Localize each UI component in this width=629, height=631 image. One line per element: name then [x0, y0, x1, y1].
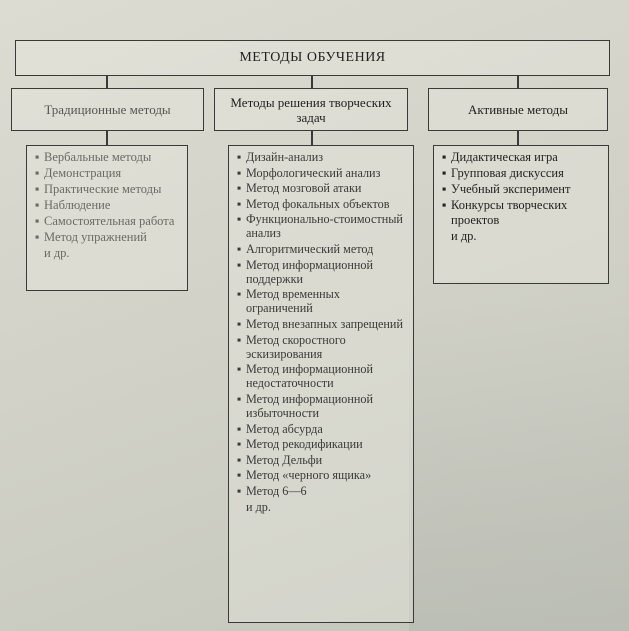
category-active-label: Активные методы: [467, 102, 568, 117]
list-item-text: Метод упражнений: [44, 230, 147, 244]
list-item-text: Алгоритмический метод: [246, 242, 374, 257]
bullet-icon: ▪: [237, 165, 242, 180]
list-item-text: Демонстрация: [44, 166, 122, 180]
diagram-title: [15, 40, 610, 76]
list-item: [237, 437, 407, 451]
list-active-more: и др.: [451, 228, 477, 243]
list-item: [237, 197, 407, 211]
category-creative-label: Методы решения творческих задач: [230, 94, 392, 125]
list-item: [237, 468, 407, 482]
list-item: [442, 198, 602, 227]
list-item: [442, 166, 602, 181]
page-shadow: [409, 300, 629, 631]
list-item-text: Групповая дискуссия: [451, 166, 564, 180]
bullet-icon: ▪: [237, 242, 242, 257]
category-active: [428, 88, 608, 131]
bullet-icon: ▪: [35, 230, 40, 244]
list-item: [35, 182, 181, 197]
bullet-icon: ▪: [442, 166, 447, 180]
list-active-items: [442, 150, 602, 227]
list-creative: [228, 145, 414, 623]
list-item-text: Вербальные методы: [44, 150, 152, 164]
list-item-text: Метод информационной поддержки: [246, 257, 374, 286]
bullet-icon: ▪: [35, 214, 40, 228]
list-item-text: Метод мозговой атаки: [246, 181, 362, 196]
list-item-text: Метод рекодификации: [246, 437, 363, 452]
list-item: [237, 258, 407, 286]
bullet-icon: ▪: [237, 392, 242, 406]
list-item-text: Дизайн-анализ: [246, 150, 324, 164]
list-item: [237, 166, 407, 180]
diagram-title-text: МЕТОДЫ ОБУЧЕНИЯ: [239, 50, 386, 65]
list-item: [35, 230, 181, 245]
list-item: [442, 150, 602, 165]
list-item: [237, 212, 407, 240]
bullet-icon: ▪: [442, 182, 447, 196]
list-item: [237, 333, 407, 361]
bullet-icon: ▪: [237, 287, 242, 302]
list-item-text: Конкурсы творческих проектов: [451, 198, 568, 227]
list-item: [35, 214, 181, 229]
connector-left: [106, 131, 108, 145]
list-item-text: Практические методы: [44, 182, 162, 196]
bullet-icon: ▪: [237, 362, 242, 377]
category-creative: [214, 88, 408, 131]
list-item-text: Морфологический анализ: [246, 165, 381, 180]
list-active: [433, 145, 609, 284]
connector-middle: [311, 131, 313, 145]
list-item: [237, 242, 407, 256]
list-item-text: Функционально-стоимостный анализ: [246, 212, 403, 241]
list-item-text: Дидактическая игра: [451, 150, 558, 164]
list-item-text: Метод информационной избыточности: [246, 392, 374, 421]
connector-right: [517, 131, 519, 145]
list-item: [35, 198, 181, 213]
list-item-text: Метод 6—6: [246, 484, 307, 499]
bullet-icon: ▪: [237, 196, 242, 211]
list-item: [237, 317, 407, 331]
bullet-icon: ▪: [237, 421, 242, 436]
bullet-icon: ▪: [237, 257, 242, 272]
list-item: [237, 422, 407, 436]
connector-title-middle: [311, 76, 313, 88]
list-item-text: Метод абсурда: [246, 421, 323, 436]
bullet-icon: ▪: [237, 484, 242, 499]
bullet-icon: ▪: [237, 150, 242, 164]
list-creative-more: и др.: [246, 499, 271, 514]
list-traditional: [26, 145, 188, 291]
list-traditional-more: и др.: [44, 246, 70, 260]
list-item: [442, 182, 602, 197]
bullet-icon: ▪: [442, 150, 447, 164]
list-item: [237, 150, 407, 164]
list-item-text: Метод информационной недостаточности: [246, 362, 374, 391]
list-item: [35, 150, 181, 165]
bullet-icon: ▪: [237, 212, 242, 227]
list-item: [237, 453, 407, 467]
list-item: [237, 484, 407, 498]
bullet-icon: ▪: [237, 332, 242, 347]
category-traditional: [11, 88, 204, 131]
bullet-icon: ▪: [237, 181, 242, 196]
list-item-text: Учебный эксперимент: [451, 182, 571, 196]
list-item-text: Метод скоростного эскизирования: [246, 332, 346, 361]
list-traditional-items: [35, 150, 181, 245]
bullet-icon: ▪: [237, 452, 242, 467]
list-item: [237, 362, 407, 390]
bullet-icon: ▪: [237, 317, 242, 332]
bullet-icon: ▪: [35, 166, 40, 180]
list-item-text: Метод временных ограничений: [246, 287, 340, 316]
category-traditional-label: Традиционные методы: [44, 102, 171, 117]
list-item: [237, 392, 407, 420]
bullet-icon: ▪: [442, 198, 447, 212]
bullet-icon: ▪: [35, 198, 40, 212]
list-creative-items: [237, 150, 407, 498]
list-item-text: Метод внезапных запрещений: [246, 317, 403, 332]
bullet-icon: ▪: [35, 182, 40, 196]
bullet-icon: ▪: [237, 468, 242, 483]
bullet-icon: ▪: [35, 150, 40, 164]
list-item: [237, 287, 407, 315]
connector-title-left: [106, 76, 108, 88]
list-item-text: Метод Дельфи: [246, 452, 323, 467]
list-item-text: Метод фокальных объектов: [246, 196, 390, 211]
connector-title-right: [517, 76, 519, 88]
list-item-text: Метод «черного ящика»: [246, 468, 372, 483]
list-item: [35, 166, 181, 181]
list-item-text: Наблюдение: [44, 198, 111, 212]
bullet-icon: ▪: [237, 437, 242, 452]
list-item: [237, 181, 407, 195]
list-item-text: Самостоятельная работа: [44, 214, 175, 228]
